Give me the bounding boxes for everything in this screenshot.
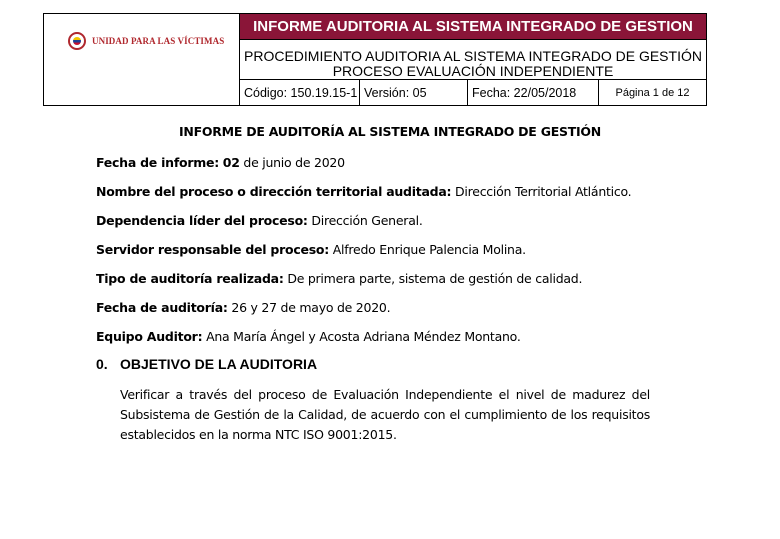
audit-team-value: Ana María Ángel y Acosta Adriana Méndez Montano. — [202, 329, 521, 344]
server-value: Alfredo Enrique Palencia Molina. — [329, 242, 526, 257]
doc-version: Versión: 05 — [360, 80, 468, 105]
server-label: Servidor responsable del proceso: — [96, 242, 330, 257]
procedure-line-1: PROCEDIMIENTO AUDITORIA AL SISTEMA INTEGRADO DE GESTIÓN — [244, 48, 702, 64]
process-field — [96, 184, 631, 199]
header-title: INFORME AUDITORIA AL SISTEMA INTEGRADO DE GESTION — [240, 14, 706, 40]
process-label: Nombre del proceso o dirección territorial auditada: — [96, 184, 452, 199]
dependency-value: Dirección General. — [307, 213, 423, 228]
objective-paragraph: Verificar a través del proceso de Evaluación Independiente el nivel de madurez del Subsistema de Gestión de la Calidad, de acuerdo con el cumplimiento de los requisitos establecidos en la norma NTC ISO 9001:2015. — [120, 387, 650, 442]
report-date-field — [96, 155, 345, 170]
header-meta-row — [240, 80, 706, 105]
doc-code: Código: 150.19.15-1 — [240, 80, 360, 105]
unidad-victimas-logo — [68, 30, 225, 52]
audit-team-label: Equipo Auditor: — [96, 329, 203, 344]
logo-text: UNIDAD PARA LAS VÍCTIMAS — [92, 36, 225, 46]
section-title: OBJETIVO DE LA AUDITORIA — [120, 356, 318, 372]
audit-type-field — [96, 271, 582, 286]
server-field — [96, 242, 526, 257]
document-title: INFORME DE AUDITORÍA AL SISTEMA INTEGRADO DE GESTIÓN — [178, 124, 602, 139]
procedure-name — [240, 40, 706, 80]
procedure-line-2: PROCESO EVALUACIÓN INDEPENDIENTE — [332, 63, 614, 79]
dependency-field — [96, 213, 423, 228]
process-value: Dirección Territorial Atlántico. — [451, 184, 632, 199]
audit-team-field — [96, 329, 521, 344]
section-number: 0. — [96, 356, 108, 372]
page-indicator: Página 1 de 12 — [615, 86, 690, 99]
report-date-label: Fecha de informe: — [96, 155, 220, 170]
section-heading — [96, 356, 317, 372]
audit-date-field — [96, 300, 390, 315]
doc-date: Fecha: 22/05/2018 — [468, 80, 599, 105]
audit-type-label: Tipo de auditoría realizada: — [96, 271, 284, 286]
audit-date-label: Fecha de auditoría: — [96, 300, 228, 315]
audit-type-value: De primera parte, sistema de gestión de calidad. — [283, 271, 583, 286]
logo-cell — [44, 14, 240, 105]
report-date-day: 02 — [222, 155, 240, 170]
dependency-label: Dependencia líder del proceso: — [96, 213, 308, 228]
document-header — [43, 13, 707, 106]
audit-date-value: 26 y 27 de mayo de 2020. — [227, 300, 391, 315]
colombia-seal-icon — [68, 32, 86, 50]
report-date-rest: de junio de 2020 — [239, 155, 345, 170]
